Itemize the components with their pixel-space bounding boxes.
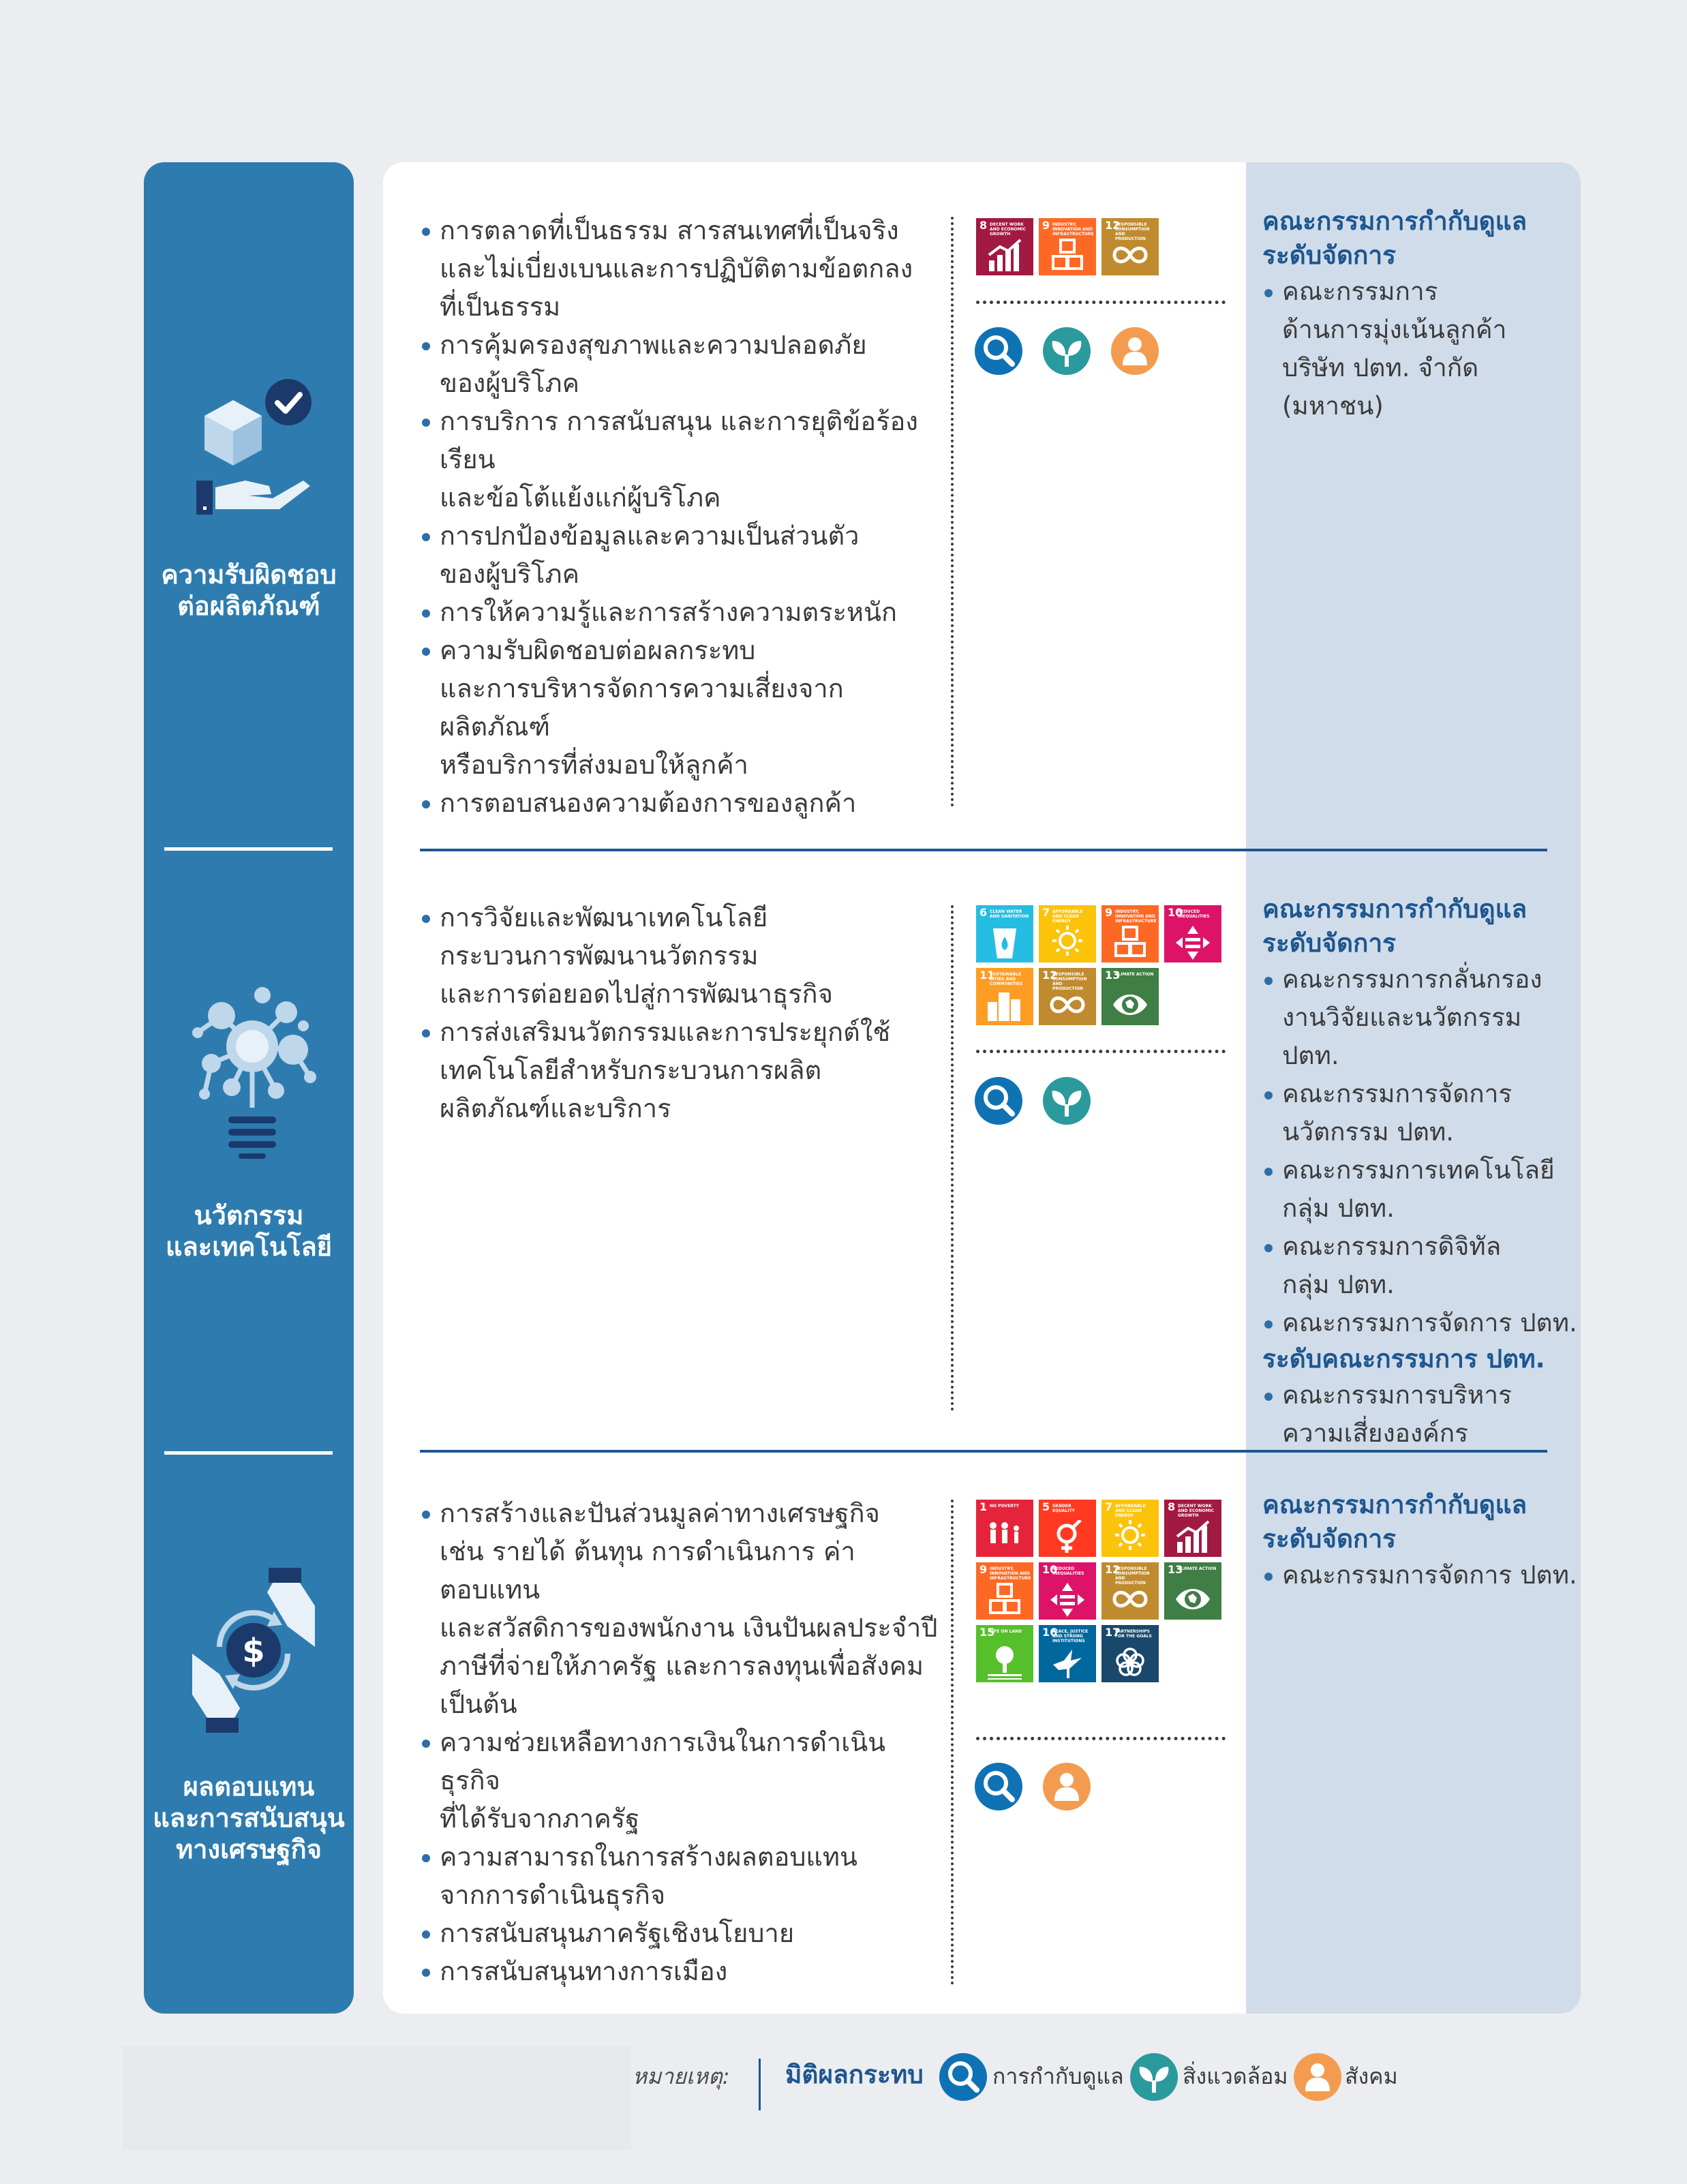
sun-icon	[1112, 1520, 1149, 1554]
sdg-13-tile	[1101, 968, 1159, 1025]
legend-note: หมายเหตุ:	[633, 2063, 730, 2089]
topic-item: การสนับสนุนทางการเมือง	[420, 1952, 945, 1990]
topic-item: การปกป้องข้อมูลและความเป็นส่วนตัว ของผู้บริโภค	[420, 517, 945, 593]
governance-list	[1262, 892, 1583, 1453]
legend-magnifier-icon	[939, 2053, 987, 2101]
topic-item: การให้ความรู้และการสร้างความตระหนัก	[420, 593, 945, 631]
section-divider	[420, 849, 1547, 851]
tree-icon	[986, 1645, 1023, 1680]
governance-item: คณะกรรมการ ด้านการมุ่งเน้นลูกค้า บริษัท ปตท. จำกัด (มหาชน)	[1262, 273, 1583, 425]
governance-icon	[975, 327, 1022, 375]
governance-heading: คณะกรรมการกำกับดูแล ระดับจัดการ	[1262, 1490, 1528, 1553]
sdg-label: GENDER EQUALITY	[1052, 1504, 1076, 1513]
city-icon	[986, 988, 1023, 1022]
sdg-17-tile	[1101, 1625, 1159, 1682]
governance-list	[1262, 1488, 1583, 1594]
legend-label: การกำกับดูแล	[992, 2063, 1124, 2089]
sdg-11-tile	[976, 968, 1033, 1025]
sdg-13-tile	[1164, 1562, 1221, 1620]
sdg-8-tile	[976, 218, 1033, 275]
sdg-10-tile	[1039, 1562, 1096, 1620]
sun-icon	[1049, 926, 1086, 960]
topic-item: การตอบสนองความต้องการของลูกค้า	[420, 784, 945, 822]
governance-heading: คณะกรรมการกำกับดูแล ระดับจัดการ	[1262, 207, 1528, 270]
environment-icon	[1043, 1077, 1091, 1125]
sdg-label: INDUSTRY, INNOVATION AND INFRASTRUCTURE	[990, 1566, 1031, 1581]
topic-item: การบริการ การสนับสนุน และการยุติข้อร้องเรียน และข้อโต้แย้งแก่ผู้บริโภค	[420, 402, 945, 517]
sdg-number: 9	[1042, 219, 1050, 232]
cubes-icon	[1112, 926, 1149, 960]
topic-item: ความรับผิดชอบต่อผลกระทบ และการบริหารจัดการความเสี่ยงจากผลิตภัณฑ์ หรือบริการที่ส่งมอบให้ลูกค้า	[420, 631, 945, 784]
category-title: นวัตกรรม และเทคโนโลยี	[166, 1200, 332, 1262]
sdg-number: 7	[1105, 1500, 1113, 1513]
governance-icon	[975, 1763, 1022, 1810]
sdg-7-tile	[1039, 905, 1096, 962]
governance-item: คณะกรรมการดิจิทัล กลุ่ม ปตท.	[1262, 1228, 1583, 1304]
sdg-7-tile	[1101, 1500, 1159, 1557]
sdg-16-tile	[1039, 1625, 1096, 1682]
governance-item: คณะกรรมการกลั่นกรอง งานวิจัยและนวัตกรรม ปตท.	[1262, 960, 1583, 1075]
sdg-number: 16	[1042, 1626, 1058, 1639]
sdg-12-tile	[1039, 968, 1096, 1025]
topic-item: การสร้างและปันส่วนมูลค่าทางเศรษฐกิจ เช่น รายได้ ต้นทุน การดำเนินการ ค่าตอบแทน และสวัสดิการของพนักงาน เงินปันผลประจำปี ภาษีที่จ่ายให้ภาครัฐ และการลงทุนเพื่อสังคม เป็นต้น	[420, 1494, 945, 1723]
sdg-label: CLIMATE ACTION	[1178, 1566, 1217, 1571]
sdg-10-tile	[1164, 905, 1221, 962]
flower-icon	[1112, 1645, 1149, 1680]
sdg-label: NO POVERTY	[990, 1504, 1020, 1508]
dotted-divider	[976, 301, 1226, 304]
footer-block	[123, 2046, 631, 2150]
eye-globe-icon	[1112, 988, 1149, 1022]
innovation-bulb-icon	[184, 982, 320, 1162]
infinity-icon	[1049, 988, 1086, 1022]
governance-list	[1262, 204, 1583, 425]
sdg-9-tile	[1039, 218, 1096, 275]
topic-item: การคุ้มครองสุขภาพและความปลอดภัย ของผู้บริโภค	[420, 326, 945, 402]
sdg-number: 5	[1042, 1500, 1050, 1513]
social-icon	[1043, 1763, 1091, 1810]
equality-icon	[1174, 926, 1211, 960]
sdg-number: 11	[979, 969, 995, 982]
sdg-number: 12	[1105, 1563, 1121, 1576]
sdg-number: 13	[1168, 1563, 1183, 1576]
governance-item: คณะกรรมการจัดการ ปตท.	[1262, 1304, 1583, 1342]
growth-chart-icon	[986, 239, 1023, 273]
sdg-label: RESPONSIBLE CONSUMPTION AND PRODUCTION	[1052, 972, 1087, 991]
sdg-number: 12	[1105, 219, 1121, 232]
cubes-icon	[1049, 239, 1086, 273]
legend-sprout-icon	[1130, 2053, 1178, 2101]
material-topic-list	[420, 211, 945, 822]
governance-item: คณะกรรมการจัดการ ปตท.	[1262, 1556, 1583, 1594]
sdg-label: RESPONSIBLE CONSUMPTION AND PRODUCTION	[1115, 1566, 1150, 1586]
sdg-8-tile	[1164, 1500, 1221, 1557]
legend-divider	[759, 2059, 761, 2110]
category-divider	[164, 1451, 333, 1455]
sdg-label: AFFORDABLE AND CLEAN ENERGY	[1052, 909, 1083, 924]
product-hand-icon	[191, 378, 314, 518]
sdg-label: DECENT WORK AND ECONOMIC GROWTH	[1178, 1504, 1215, 1518]
sdg-label: CLEAN WATER AND SANITATION	[990, 909, 1029, 919]
sdg-number: 7	[1042, 906, 1050, 919]
sdg-label: INDUSTRY, INNOVATION AND INFRASTRUCTURE	[1115, 909, 1157, 924]
dove-icon	[1049, 1645, 1086, 1680]
sdg-number: 6	[979, 906, 988, 919]
legend-label: สิ่งแวดล้อม	[1183, 2063, 1288, 2089]
material-topic-list	[420, 1494, 945, 1990]
dotted-divider	[951, 905, 954, 1411]
dotted-divider	[951, 1500, 954, 1985]
sdg-9-tile	[1101, 905, 1159, 962]
sdg-number: 10	[1042, 1563, 1058, 1576]
governance-item: คณะกรรมการจัดการ นวัตกรรม ปตท.	[1262, 1075, 1583, 1151]
sdg-number: 8	[979, 219, 988, 232]
infinity-icon	[1112, 239, 1149, 273]
sdg-number: 8	[1168, 1500, 1176, 1513]
sdg-number: 12	[1042, 969, 1058, 982]
sdg-number: 15	[979, 1626, 995, 1639]
social-icon	[1111, 327, 1159, 375]
sdg-1-tile	[976, 1500, 1033, 1557]
category-title: ความรับผิดชอบ ต่อผลิตภัณฑ์	[161, 560, 337, 621]
gender-icon	[1049, 1520, 1086, 1554]
category-divider	[164, 847, 333, 851]
topic-item: การส่งเสริมนวัตกรรมและการประยุกต์ใช้ เทคโนโลยีสำหรับกระบวนการผลิต ผลิตภัณฑ์และบริการ	[420, 1013, 945, 1127]
sdg-label: INDUSTRY, INNOVATION AND INFRASTRUCTURE	[1052, 222, 1094, 237]
sdg-label: LIFE ON LAND	[990, 1629, 1022, 1634]
growth-chart-icon	[1174, 1520, 1211, 1554]
family-icon	[986, 1520, 1023, 1554]
governance-item: คณะกรรมการเทคโนโลยี กลุ่ม ปตท.	[1262, 1151, 1583, 1228]
topic-item: การสนับสนุนภาครัฐเชิงนโยบาย	[420, 1914, 945, 1952]
sdg-label: REDUCED INEQUALITIES	[1178, 909, 1210, 919]
sdg-number: 10	[1168, 906, 1183, 919]
sdg-5-tile	[1039, 1500, 1096, 1557]
sdg-number: 17	[1105, 1626, 1121, 1639]
sdg-label: CLIMATE ACTION	[1115, 972, 1154, 977]
sdg-label: DECENT WORK AND ECONOMIC GROWTH	[990, 222, 1027, 237]
legend-title: มิติผลกระทบ	[785, 2060, 924, 2089]
dotted-divider	[976, 1737, 1226, 1740]
eye-globe-icon	[1174, 1583, 1211, 1617]
sdg-6-tile	[976, 905, 1033, 962]
sdg-number: 13	[1105, 969, 1121, 982]
sdg-number: 9	[1105, 906, 1113, 919]
water-glass-icon	[986, 926, 1023, 960]
sdg-label: RESPONSIBLE CONSUMPTION AND PRODUCTION	[1115, 222, 1150, 241]
dotted-divider	[951, 217, 954, 807]
governance-heading: ระดับคณะกรรมการ ปตท.	[1262, 1344, 1545, 1374]
infinity-icon	[1112, 1583, 1149, 1617]
sdg-label: REDUCED INEQUALITIES	[1052, 1566, 1084, 1576]
sdg-number: 1	[979, 1500, 988, 1513]
economic-return-icon	[185, 1565, 322, 1735]
topic-item: ความสามารถในการสร้างผลตอบแทน จากการดำเนินธุรกิจ	[420, 1838, 945, 1914]
legend-person-icon	[1294, 2053, 1341, 2101]
sdg-12-tile	[1101, 1562, 1159, 1620]
topic-item: การวิจัยและพัฒนาเทคโนโลยี กระบวนการพัฒนานวัตกรรม และการต่อยอดไปสู่การพัฒนาธุรกิจ	[420, 898, 945, 1013]
topic-item: การตลาดที่เป็นธรรม สารสนเทศที่เป็นจริง และไม่เบี่ยงเบนและการปฏิบัติตามข้อตกลง ที่เป็นธรรม	[420, 211, 945, 326]
environment-icon	[1043, 327, 1091, 375]
sdg-12-tile	[1101, 218, 1159, 275]
material-topic-list	[420, 898, 945, 1127]
sdg-number: 9	[979, 1563, 988, 1576]
sdg-label: PARTNERSHIPS FOR THE GOALS	[1115, 1629, 1152, 1639]
sdg-9-tile	[976, 1562, 1033, 1620]
svg-text:$: $	[242, 1632, 265, 1670]
governance-heading: คณะกรรมการกำกับดูแล ระดับจัดการ	[1262, 894, 1528, 958]
equality-icon	[1049, 1583, 1086, 1617]
sdg-15-tile	[976, 1625, 1033, 1682]
sdg-label: PEACE, JUSTICE AND STRONG INSTITUTIONS	[1052, 1629, 1089, 1643]
category-title: ผลตอบแทน และการสนับสนุน ทางเศรษฐกิจ	[153, 1772, 345, 1864]
governance-item: คณะกรรมการบริหาร ความเสี่ยงองค์กร	[1262, 1376, 1583, 1453]
legend-label: สังคม	[1345, 2063, 1398, 2089]
cubes-icon	[986, 1583, 1023, 1617]
sdg-label: AFFORDABLE AND CLEAN ENERGY	[1115, 1504, 1146, 1518]
sdg-label: SUSTAINABLE CITIES AND COMMUNITIES	[990, 972, 1023, 986]
dotted-divider	[976, 1050, 1226, 1053]
governance-icon	[975, 1077, 1022, 1125]
topic-item: ความช่วยเหลือทางการเงินในการดำเนินธุรกิจ ที่ได้รับจากภาครัฐ	[420, 1723, 945, 1838]
